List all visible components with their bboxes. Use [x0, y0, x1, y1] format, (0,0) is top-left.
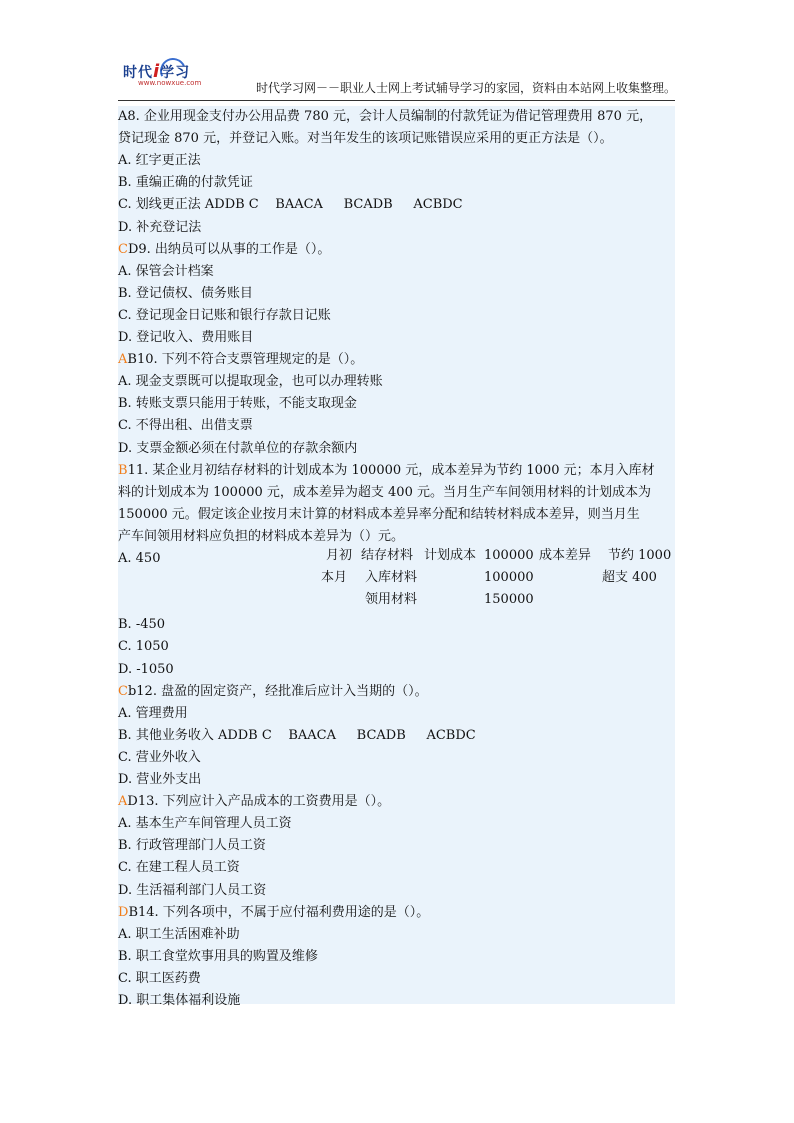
table-cell: 入库材料: [365, 570, 418, 585]
line-text: C. 在建工程人员工资: [118, 860, 240, 876]
line-text: B. -450: [118, 617, 166, 633]
text-line: [118, 327, 253, 349]
line-text: A. 基本生产车间管理人员工资: [118, 816, 292, 832]
table-cell: 节约 1000: [608, 548, 672, 563]
line-text: D. 支票金额必须在付款单位的存款余额内: [118, 440, 358, 456]
line-text: D. 补充登记法: [118, 219, 202, 235]
text-line: [118, 194, 463, 216]
text-line: [118, 460, 655, 482]
text-line: [118, 813, 292, 835]
table-cell: 超支 400: [602, 570, 657, 585]
line-text: B. 其他业务收入 ADDB C BAACA BCADB ACBDC: [118, 727, 476, 743]
text-line: [118, 703, 188, 725]
text-line: [118, 217, 201, 239]
line-text: D13. 下列应计入产品成本的工资费用是（）。: [127, 794, 391, 810]
text-line: [118, 128, 613, 150]
text-line: [118, 924, 240, 946]
line-text: B. 登记债权、债务账目: [118, 285, 253, 301]
text-line: [118, 902, 429, 924]
line-text: B. 职工食堂炊事用具的购置及维修: [118, 948, 318, 964]
text-line: [118, 857, 240, 879]
line-text: 150000 元。假定该企业按月末计算的材料成本差异率分配和结转材料成本差异，则当月生: [118, 506, 640, 522]
text-line: [118, 482, 651, 504]
line-text: D9. 出纳员可以从事的工作是（）。: [127, 241, 331, 257]
text-line: [118, 990, 240, 1012]
text-line: [118, 725, 476, 747]
header-tagline: 时代学习网－－职业人士网上考试辅导学习的家园，资料由本站网上收集整理。: [255, 81, 676, 95]
line-text: A. 红字更正法: [118, 153, 201, 169]
line-text: B. 行政管理部门人员工资: [118, 838, 266, 854]
text-line: [118, 150, 201, 172]
text-line: [118, 172, 253, 194]
text-line: [118, 681, 428, 703]
logo-wordmark: 时代i学习: [123, 61, 191, 82]
answer-prefix: A: [118, 352, 128, 368]
line-text: B14. 下列各项中，不属于应付福利费用途的是（）。: [128, 904, 430, 920]
table-cell: 月初: [326, 548, 353, 563]
text-line: [118, 239, 330, 261]
text-line: [118, 526, 404, 548]
line-text: B. 重编正确的付款凭证: [118, 175, 253, 191]
line-text: D. 营业外支出: [118, 772, 202, 787]
text-line: [118, 106, 652, 128]
document-body: [118, 106, 675, 1008]
text-line: [118, 415, 253, 437]
line-text: C. 划线更正法 ADDB C BAACA BCADB ACBDC: [118, 197, 463, 213]
table-cell: 结存材料: [361, 548, 414, 563]
table-cell: 100000: [484, 570, 534, 585]
line-text: 产车间领用材料应负担的材料成本差异为（）元。: [118, 528, 405, 544]
header-divider: [118, 100, 675, 101]
text-line: [118, 769, 201, 791]
line-text: 贷记现金 870 元，并登记入账。对当年发生的该项记账错误应采用的更正方法是（）。: [118, 131, 613, 147]
answer-prefix: C: [118, 683, 128, 699]
table-cell: 100000: [484, 548, 534, 563]
line-text: D. -1050: [118, 661, 174, 677]
table-cell: 成本差异: [539, 548, 592, 563]
line-text: A. 管理费用: [118, 705, 188, 721]
text-line: [118, 946, 318, 968]
text-line: [118, 835, 266, 857]
line-text: C. 营业外收入: [118, 749, 201, 765]
answer-prefix: C: [118, 241, 128, 257]
text-line: [118, 305, 331, 327]
table-cell: 计划成本: [424, 548, 477, 563]
answer-prefix: B: [118, 462, 128, 478]
line-text: D. 登记收入、费用账目: [118, 330, 254, 345]
line-text: D. 职工集体福利设施: [118, 993, 241, 1008]
line-text: 料的计划成本为 100000 元，成本差异为超支 400 元。当月生产车间领用材料的计划成本为: [118, 484, 651, 500]
text-line: [118, 438, 357, 460]
line-text: C. 1050: [118, 639, 169, 655]
text-line: [118, 261, 214, 283]
text-line: [118, 636, 169, 658]
line-text: A. 职工生活困难补助: [118, 926, 240, 942]
text-line: [118, 349, 363, 371]
line-text: D. 生活福利部门人员工资: [118, 882, 267, 898]
line-text: B10. 下列不符合支票管理规定的是（）。: [127, 352, 364, 368]
logo-url: www.nowxue.com: [138, 79, 202, 87]
line-text: C. 登记现金日记账和银行存款日记账: [118, 307, 331, 323]
line-text: A. 现金支票既可以提取现金，也可以办理转账: [118, 374, 383, 390]
answer-prefix: A: [118, 794, 128, 810]
line-text: A. 保管会计档案: [118, 263, 214, 279]
text-line: [118, 393, 357, 415]
table-cell: 本月: [321, 570, 348, 585]
line-text: C. 不得出租、出借支票: [118, 418, 253, 434]
text-line: [118, 504, 640, 526]
text-line: [118, 880, 266, 902]
line-text: B. 转账支票只能用于转账，不能支取现金: [118, 396, 357, 412]
answer-prefix: D: [118, 904, 129, 920]
text-line: [118, 548, 160, 570]
line-text: 11. 某企业月初结存材料的计划成本为 100000 元，成本差异为节约 1000 元；本月入库材: [127, 462, 655, 478]
text-line: [118, 968, 201, 990]
text-line: [118, 283, 253, 305]
line-text: A8. 企业用现金支付办公用品费 780 元，会计人员编制的付款凭证为借记管理费用 870 元，: [118, 109, 653, 124]
table-cell: 领用材料: [365, 592, 418, 607]
line-text: A. 450: [118, 551, 161, 566]
line-text: b12. 盘盈的固定资产，经批准后应计入当期的（）。: [127, 683, 428, 699]
line-text: C. 职工医药费: [118, 970, 201, 986]
text-line: [118, 614, 165, 636]
table-cell: 150000: [484, 592, 534, 607]
text-line: [118, 747, 201, 769]
text-line: [118, 659, 174, 681]
text-line: [118, 371, 383, 393]
text-line: [118, 791, 390, 813]
